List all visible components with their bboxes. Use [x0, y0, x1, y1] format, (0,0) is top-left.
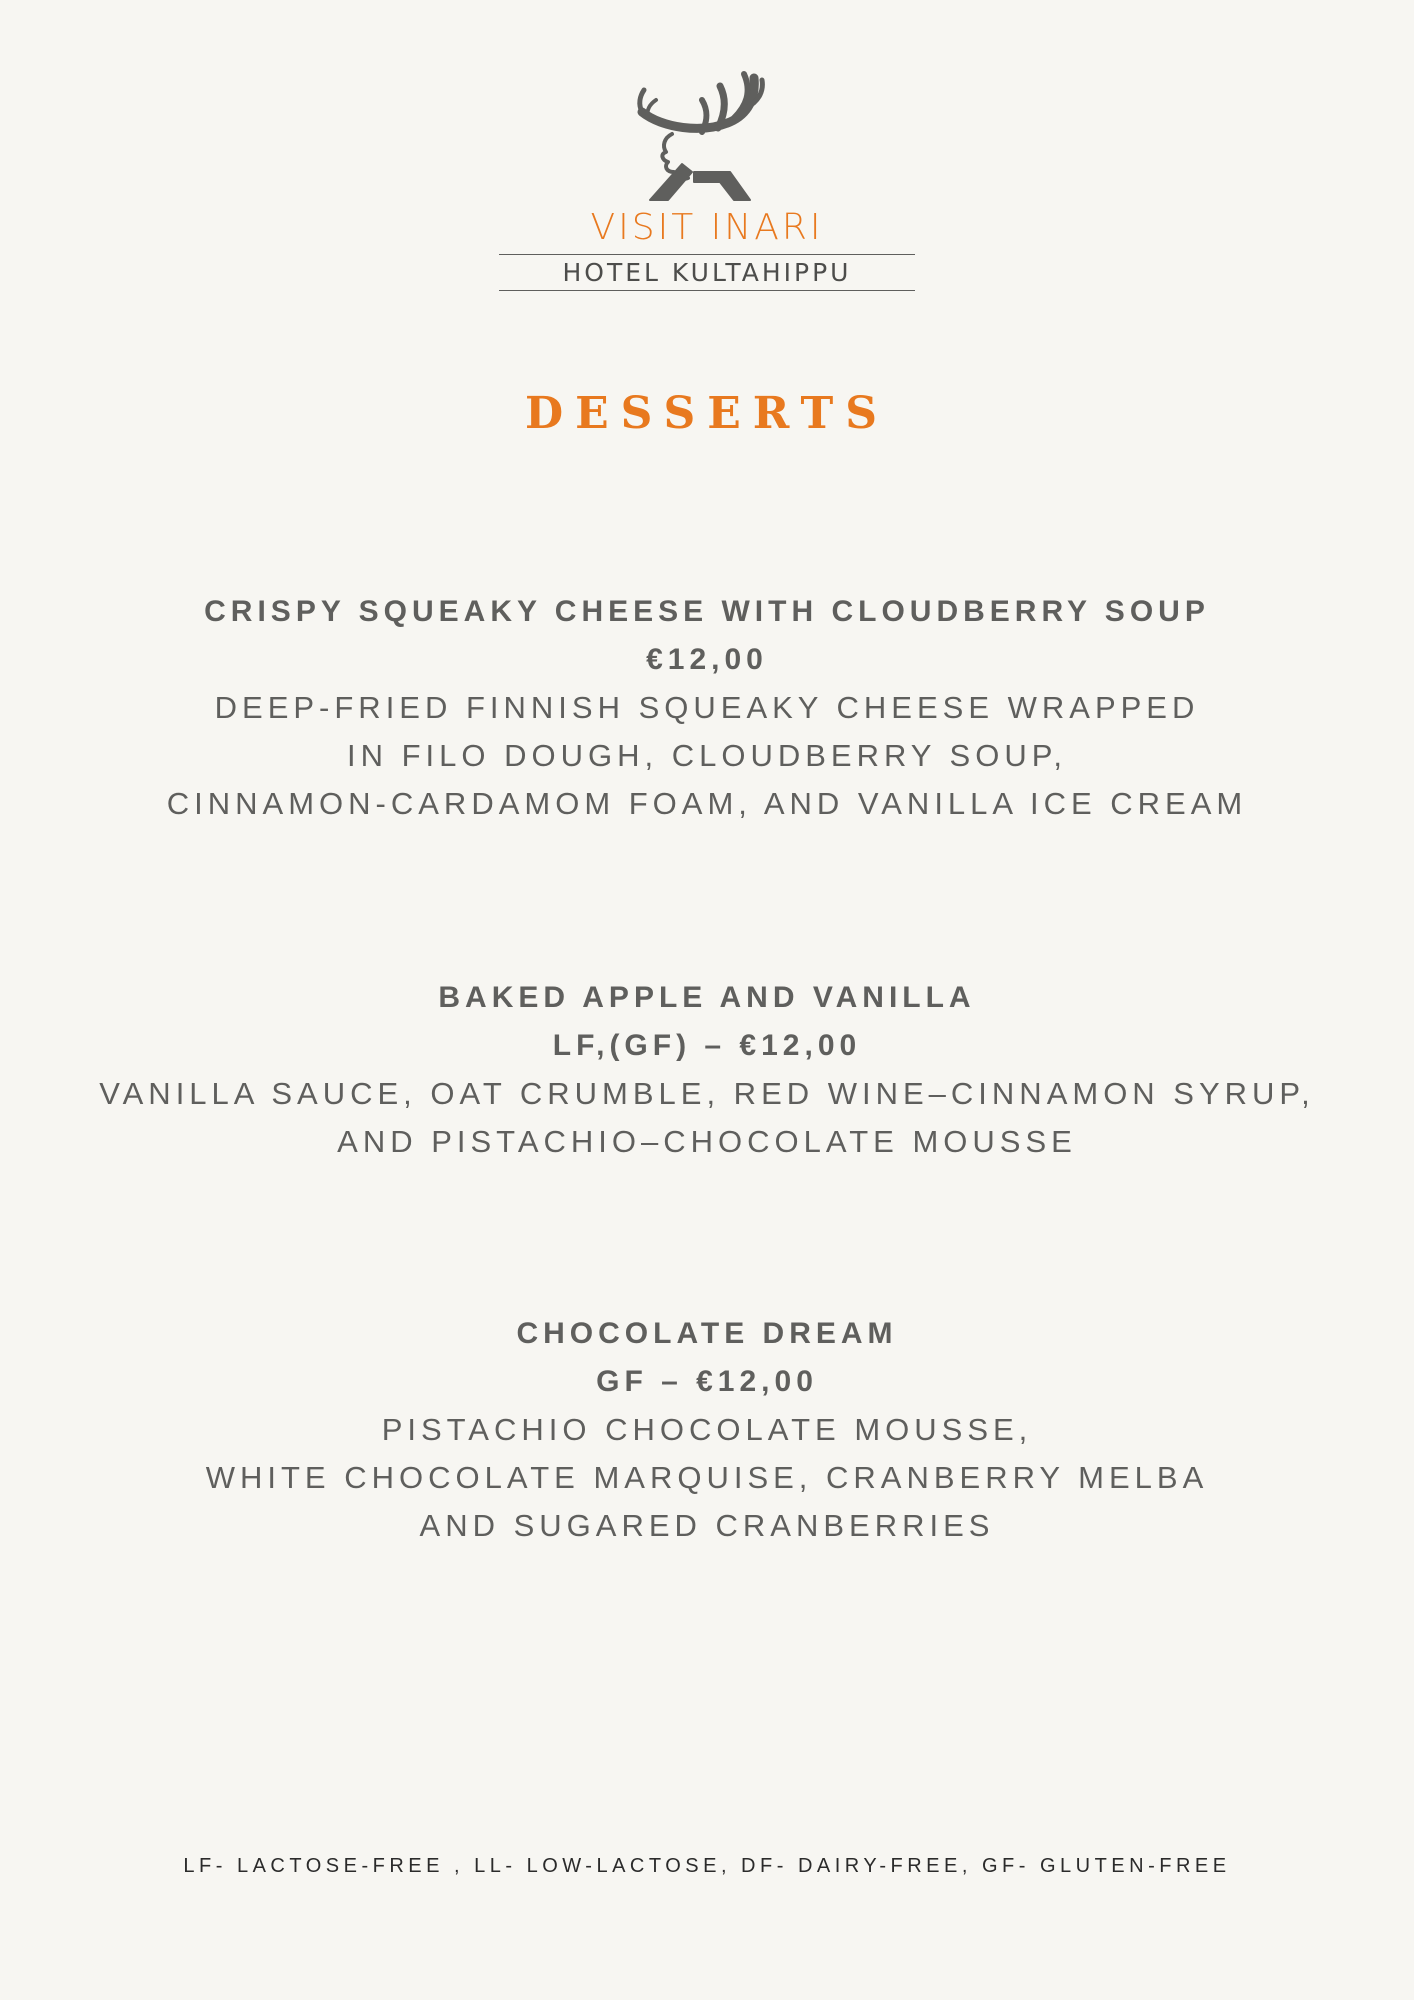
brand-name: VISIT INARI — [590, 207, 824, 248]
dish-chocolate-dream — [0, 1310, 1414, 1550]
dish-description-line: WHITE CHOCOLATE MARQUISE, CRANBERRY MELBA — [205, 1460, 1209, 1495]
page-title: DESSERTS — [524, 388, 890, 439]
hotel-name: HOTEL KULTAHIPPU — [562, 258, 852, 287]
dish-description-line: IN FILO DOUGH, CLOUDBERRY SOUP, — [346, 738, 1068, 773]
hotel-logo — [0, 68, 1414, 291]
dish-crispy-squeaky-cheese — [0, 588, 1414, 828]
dish-description-line: VANILLA SAUCE, OAT CRUMBLE, RED WINE–CINNAMON SYRUP, — [99, 1076, 1315, 1111]
dish-description-line: CINNAMON-CARDAMOM FOAM, AND VANILLA ICE CREAM — [166, 786, 1248, 821]
dish-price: LF,(GF) – €12,00 — [552, 1029, 862, 1062]
dish-baked-apple — [0, 974, 1414, 1166]
reindeer-logo-icon — [622, 68, 792, 204]
dish-name: CHOCOLATE DREAM — [516, 1317, 898, 1350]
dietary-legend: LF- LACTOSE-FREE , LL- LOW-LACTOSE, DF- DAIRY-FREE, GF- GLUTEN-FREE — [183, 1855, 1231, 1877]
dish-name: CRISPY SQUEAKY CHEESE WITH CLOUDBERRY SOUP — [204, 595, 1210, 628]
dish-description-line: AND PISTACHIO–CHOCOLATE MOUSSE — [337, 1124, 1077, 1159]
dish-description-line: PISTACHIO CHOCOLATE MOUSSE, — [381, 1412, 1033, 1447]
dish-description-line: DEEP-FRIED FINNISH SQUEAKY CHEESE WRAPPED — [214, 690, 1200, 725]
dish-name: BAKED APPLE AND VANILLA — [438, 981, 976, 1014]
dish-price: €12,00 — [646, 643, 768, 676]
dish-price: GF – €12,00 — [596, 1365, 818, 1398]
hotel-name-frame — [499, 254, 915, 291]
dish-description-line: AND SUGARED CRANBERRIES — [419, 1508, 995, 1543]
